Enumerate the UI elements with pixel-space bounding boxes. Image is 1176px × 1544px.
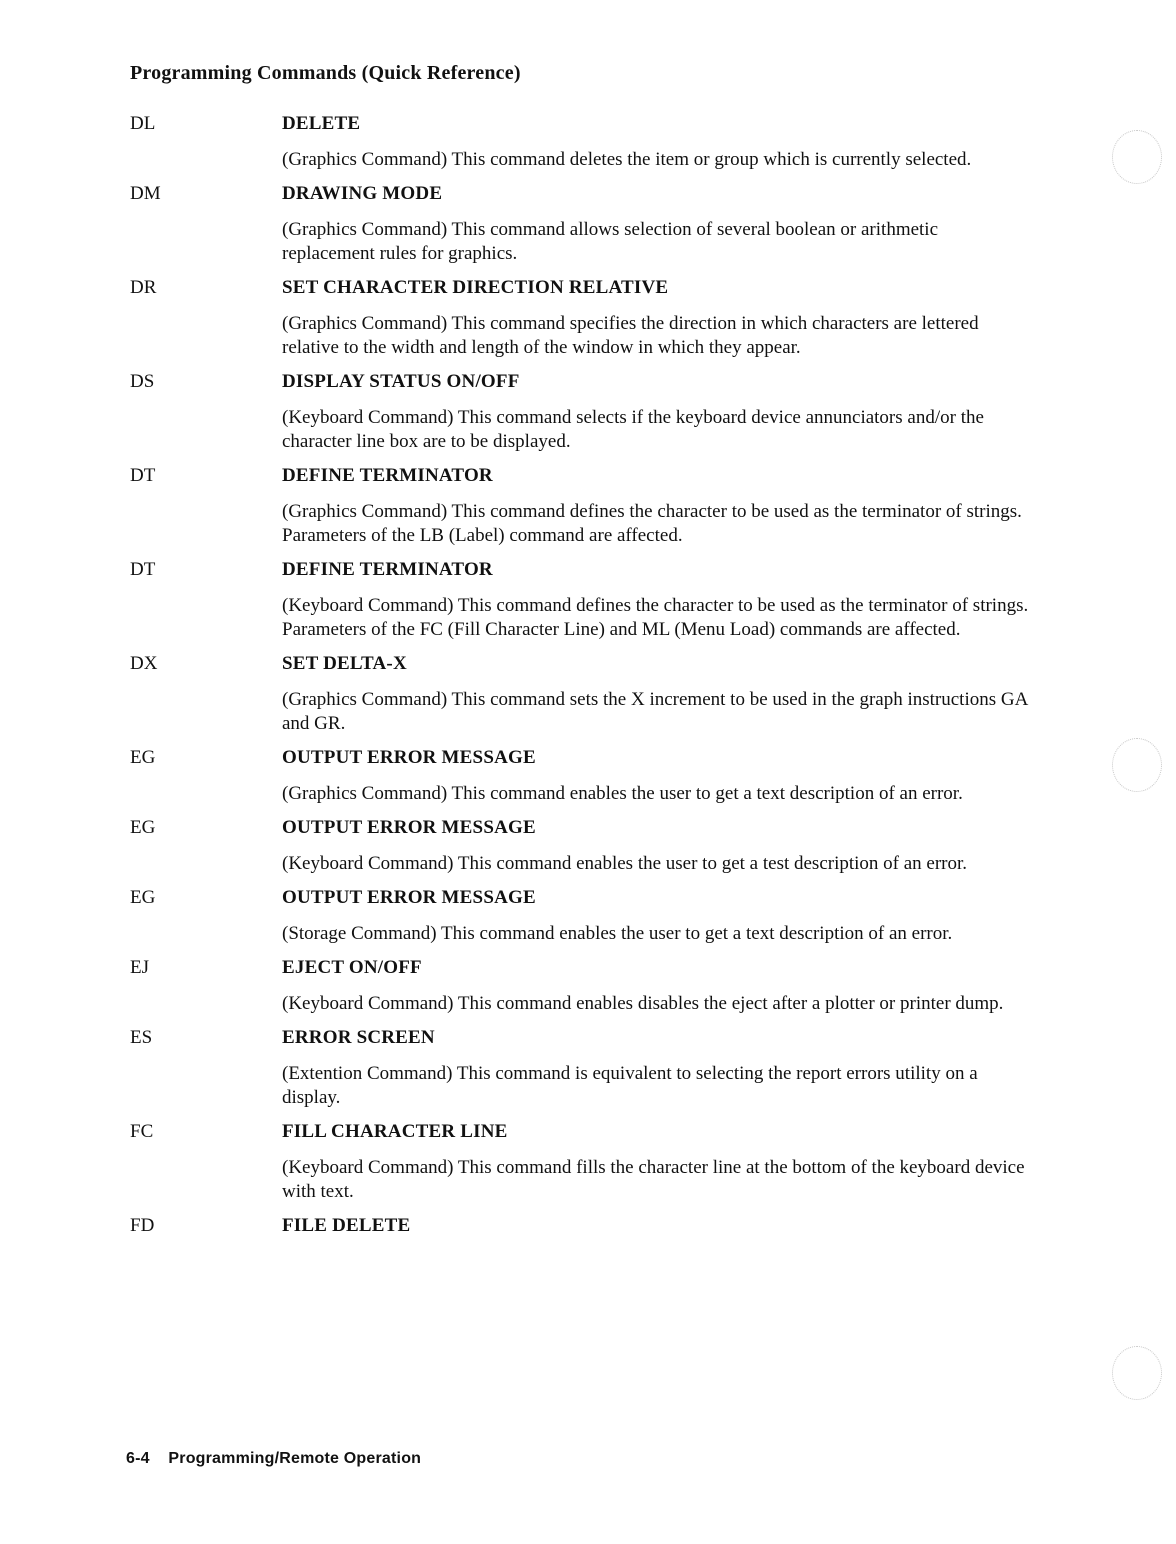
command-description: (Keyboard Command) This command enables disables the eject after a plotter or printer dump. xyxy=(282,993,1004,1014)
command-name: SET CHARACTER DIRECTION RELATIVE xyxy=(282,277,669,298)
command-code: DT xyxy=(130,465,156,486)
command-code: EG xyxy=(130,817,156,838)
command-code: DM xyxy=(130,183,161,204)
command-entry xyxy=(130,464,1040,548)
footer-section-title: Programming/Remote Operation xyxy=(168,1450,422,1467)
command-name: OUTPUT ERROR MESSAGE xyxy=(282,887,536,908)
command-name: DEFINE TERMINATOR xyxy=(282,559,493,580)
command-name: SET DELTA-X xyxy=(282,653,407,674)
command-name: DEFINE TERMINATOR xyxy=(282,465,493,486)
command-description: (Keyboard Command) This command defines the character to be used as the terminator of strings. Parameters of the FC (Fill Character Line) and ML (Menu Load) commands are affected. xyxy=(282,595,1029,640)
command-entry xyxy=(130,370,1040,454)
command-description: (Graphics Command) This command specifies the direction in which characters are lettered relative to the width and length of the window in which they appear. xyxy=(282,313,979,358)
command-name: OUTPUT ERROR MESSAGE xyxy=(282,747,536,768)
command-entry xyxy=(130,956,1040,1016)
command-entry xyxy=(130,886,1040,946)
command-name: DELETE xyxy=(282,113,361,134)
command-name: EJECT ON/OFF xyxy=(282,957,422,978)
command-entry xyxy=(130,1120,1040,1204)
command-entry xyxy=(130,558,1040,642)
page-footer xyxy=(126,1450,421,1468)
command-code: DL xyxy=(130,113,156,134)
command-entry xyxy=(130,816,1040,876)
command-code: FD xyxy=(130,1215,155,1236)
command-description: (Keyboard Command) This command enables the user to get a test description of an error. xyxy=(282,853,968,874)
command-description: (Graphics Command) This command allows selection of several boolean or arithmetic replacement rules for graphics. xyxy=(282,219,939,264)
command-name: ERROR SCREEN xyxy=(282,1027,435,1048)
command-name: DISPLAY STATUS ON/OFF xyxy=(282,371,520,392)
command-code: FC xyxy=(130,1121,154,1142)
command-code: DR xyxy=(130,277,157,298)
command-description: (Graphics Command) This command deletes the item or group which is currently selected. xyxy=(282,149,972,170)
page-number: 6-4 xyxy=(126,1450,150,1467)
binder-hole-mark xyxy=(1112,1346,1162,1400)
command-name: FILL CHARACTER LINE xyxy=(282,1121,508,1142)
command-description: (Graphics Command) This command defines the character to be used as the terminator of strings. Parameters of the LB (Label) command are affected. xyxy=(282,501,1022,546)
command-code: DX xyxy=(130,653,158,674)
command-entry xyxy=(130,276,1040,360)
command-code: EJ xyxy=(130,957,149,978)
command-entry xyxy=(130,1026,1040,1110)
command-name: FILE DELETE xyxy=(282,1215,411,1236)
command-code: EG xyxy=(130,887,156,908)
command-code: DS xyxy=(130,371,155,392)
command-entry xyxy=(130,652,1040,736)
command-description: (Graphics Command) This command enables the user to get a text description of an error. xyxy=(282,783,963,804)
command-entry xyxy=(130,746,1040,806)
command-description: (Keyboard Command) This command selects if the keyboard device annunciators and/or the character line box are to be displayed. xyxy=(282,407,984,452)
command-code: DT xyxy=(130,559,156,580)
command-code: ES xyxy=(130,1027,153,1048)
command-entry xyxy=(130,1214,1040,1238)
command-description: (Extention Command) This command is equivalent to selecting the report errors utility on a display. xyxy=(282,1063,978,1108)
binder-hole-mark xyxy=(1112,130,1162,184)
command-name: OUTPUT ERROR MESSAGE xyxy=(282,817,536,838)
command-name: DRAWING MODE xyxy=(282,183,443,204)
binder-hole-mark xyxy=(1112,738,1162,792)
command-entry xyxy=(130,182,1040,266)
command-description: (Keyboard Command) This command fills the character line at the bottom of the keyboard device with text. xyxy=(282,1157,1025,1202)
command-description: (Storage Command) This command enables the user to get a text description of an error. xyxy=(282,923,953,944)
command-list xyxy=(130,112,1040,1248)
page-title: Programming Commands (Quick Reference) xyxy=(130,62,521,84)
command-code: EG xyxy=(130,747,156,768)
command-entry xyxy=(130,112,1040,172)
command-description: (Graphics Command) This command sets the X increment to be used in the graph instructions GA and GR. xyxy=(282,689,1028,734)
